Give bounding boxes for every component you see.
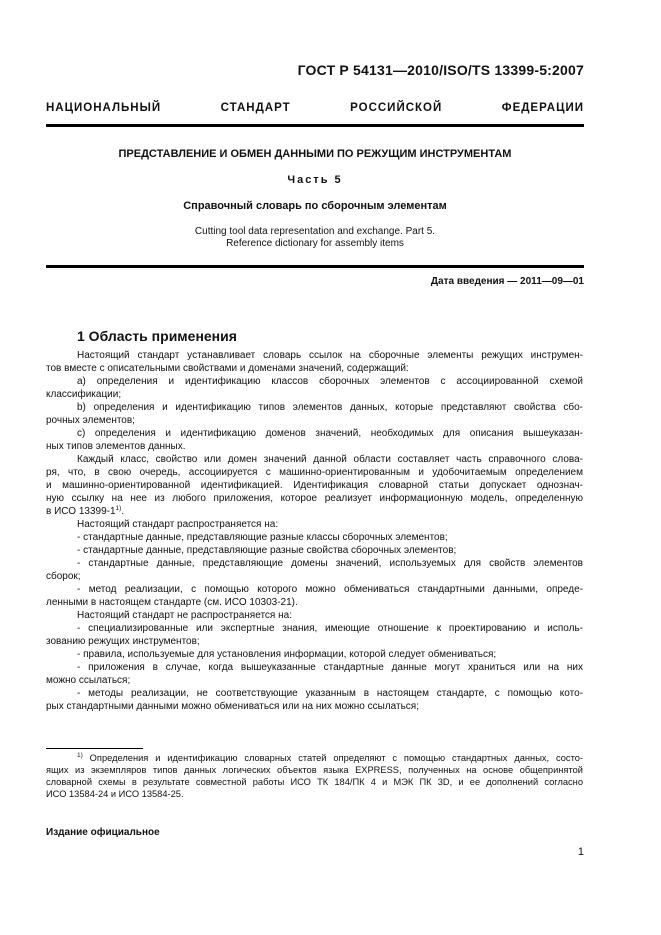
footnote	[46, 752, 583, 800]
body-line	[46, 570, 583, 583]
body-text: b) определения и идентификацию типов элементов данных, которые представляют свойства сбо-	[77, 402, 583, 413]
body-text: и машинно-ориентированной идентификацией. Идентификация словарной статьи допускает однознач-	[46, 480, 583, 491]
body-text: - специализированные или экспертные знания, имеющие отношение к проектированию и исполь-	[77, 623, 583, 634]
body-line	[46, 700, 583, 713]
body-line	[77, 401, 583, 414]
footnote-rule	[46, 748, 143, 749]
footnote-line	[46, 764, 583, 776]
footnote-line	[46, 788, 583, 800]
footnote-text: ящих из экземпляров типов данных логических объектов языка EXPRESS, полученных на основе общепринятой	[46, 765, 583, 775]
title-bottom-rule	[46, 265, 584, 268]
body-line	[77, 609, 583, 622]
body-line	[77, 518, 583, 531]
body-line	[77, 648, 583, 661]
footnote-marker: 1)	[77, 752, 83, 759]
body-line	[77, 583, 583, 596]
body-text: Настоящий стандарт распространяется на:	[77, 519, 279, 530]
introduction-date: Дата введения — 2011—09—01	[430, 276, 584, 287]
body-line	[77, 622, 583, 635]
body-text: рочных элементов;	[46, 415, 135, 426]
body-text: ных типов элементов данных.	[46, 441, 186, 452]
body-line	[77, 557, 583, 570]
body-line	[46, 674, 583, 687]
body-line	[77, 531, 583, 544]
body-text: - стандартные данные, представляющие разные свойства сборочных элементов;	[77, 545, 457, 556]
document-subtitle: Справочный словарь по сборочным элементам	[183, 200, 447, 212]
official-edition: Издание официальное	[46, 827, 160, 838]
body-text: Настоящий стандарт не распространяется на:	[77, 610, 292, 621]
body-text: зованию режущих инструментов;	[46, 636, 200, 647]
body-line	[46, 466, 583, 479]
body-text: можно ссылаться;	[46, 675, 131, 686]
body-line	[46, 492, 583, 505]
body-text: рых стандартными данными можно обмениваться или на них можно ссылаться;	[46, 701, 419, 712]
top-rule	[46, 124, 584, 127]
footnote-line	[46, 776, 583, 788]
body-text: - метод реализации, с помощью которого можно обмениваться стандартными данными, опреде-	[77, 584, 583, 595]
body-line	[77, 453, 583, 466]
national-standard-banner: НАЦИОНАЛЬНЫЙ СТАНДАРТ РОССИЙСКОЙ ФЕДЕРАЦИИ	[46, 102, 584, 114]
body-line	[77, 544, 583, 557]
body-text: ную ссылку на нее из любого приложения, которое реализует информационную модель, определенную	[46, 493, 583, 504]
footnote-reference: 1)	[115, 505, 122, 512]
body-line	[77, 349, 583, 362]
body-line	[46, 505, 583, 518]
body-line	[46, 414, 583, 427]
body-text: - приложения в случае, когда вышеуказанные стандартные данные могут храниться или на них	[77, 662, 583, 673]
body-text: - стандартные данные, представляющие разные классы сборочных элементов;	[77, 532, 448, 543]
body-text: - стандартные данные, представляющие домены значений, используемых для свойств элементов	[77, 558, 583, 569]
body-text: a) определения и идентификацию классов сборочных элементов с ассоциированной схемой	[77, 376, 583, 387]
body-text: Каждый класс, свойство или домен значений данной области составляет часть справочного слова-	[77, 454, 583, 465]
part-number: Часть 5	[287, 174, 343, 186]
body-line	[46, 635, 583, 648]
body-text: c) определения и идентификацию доменов значений, необходимых для описания вышеуказан-	[77, 428, 583, 439]
footnote-line	[77, 752, 583, 764]
body-line	[77, 375, 583, 388]
body-text: - методы реализации, не соответствующие указанным в настоящем стандарте, с помощью кото-	[77, 688, 583, 699]
body-line	[77, 687, 583, 700]
body-text: сборок;	[46, 571, 81, 582]
standard-designation: ГОСТ Р 54131—2010/ISO/TS 13399-5:2007	[297, 62, 584, 78]
english-title	[46, 226, 584, 250]
body-line	[46, 440, 583, 453]
english-title-line: Reference dictionary for assembly items	[226, 238, 404, 249]
document-title: ПРЕДСТАВЛЕНИЕ И ОБМЕН ДАННЫМИ ПО РЕЖУЩИМ ИНСТРУМЕНТАМ	[118, 148, 512, 160]
body-line	[77, 661, 583, 674]
body-text: ря, что, в свою очередь, ассоциируется с машинно-ориентированным и удобочитаемым определением	[46, 467, 583, 478]
body-text: - правила, используемые для установления информации, которой следует обмениваться;	[77, 649, 497, 660]
body-line	[46, 479, 583, 492]
body-line	[46, 362, 583, 375]
section-heading: 1 Область применения	[77, 328, 237, 344]
body-line	[77, 427, 583, 440]
body-line	[46, 388, 583, 401]
footnote-text: словарной схемы в результате совместной работы ИСО ТК 184/ПК 4 и МЭК ПК 3D, и ее дополнений согласно	[46, 777, 583, 787]
body-text: в ИСО 13399-1	[46, 506, 116, 517]
body-text: тов вместе с описательными свойствами и доменами значений, содержащий:	[46, 363, 409, 374]
body-text: классификации;	[46, 389, 122, 400]
footnote-text: Определения и идентификацию словарных статей определяют с помощью стандартных данных, состо-	[89, 753, 583, 763]
body-text: Настоящий стандарт устанавливает словарь ссылок на сборочные элементы режущих инструмен-	[77, 350, 583, 361]
body-text: ленными в настоящем стандарте (см. ИСО 10303-21).	[46, 597, 298, 608]
english-title-line: Cutting tool data representation and exchange. Part 5.	[194, 226, 436, 237]
body-text: .	[121, 506, 125, 517]
section-body	[46, 349, 583, 713]
footnote-text: ИСО 13584-24 и ИСО 13584-25.	[46, 789, 184, 799]
body-line	[46, 596, 583, 609]
page-number: 1	[577, 846, 584, 858]
